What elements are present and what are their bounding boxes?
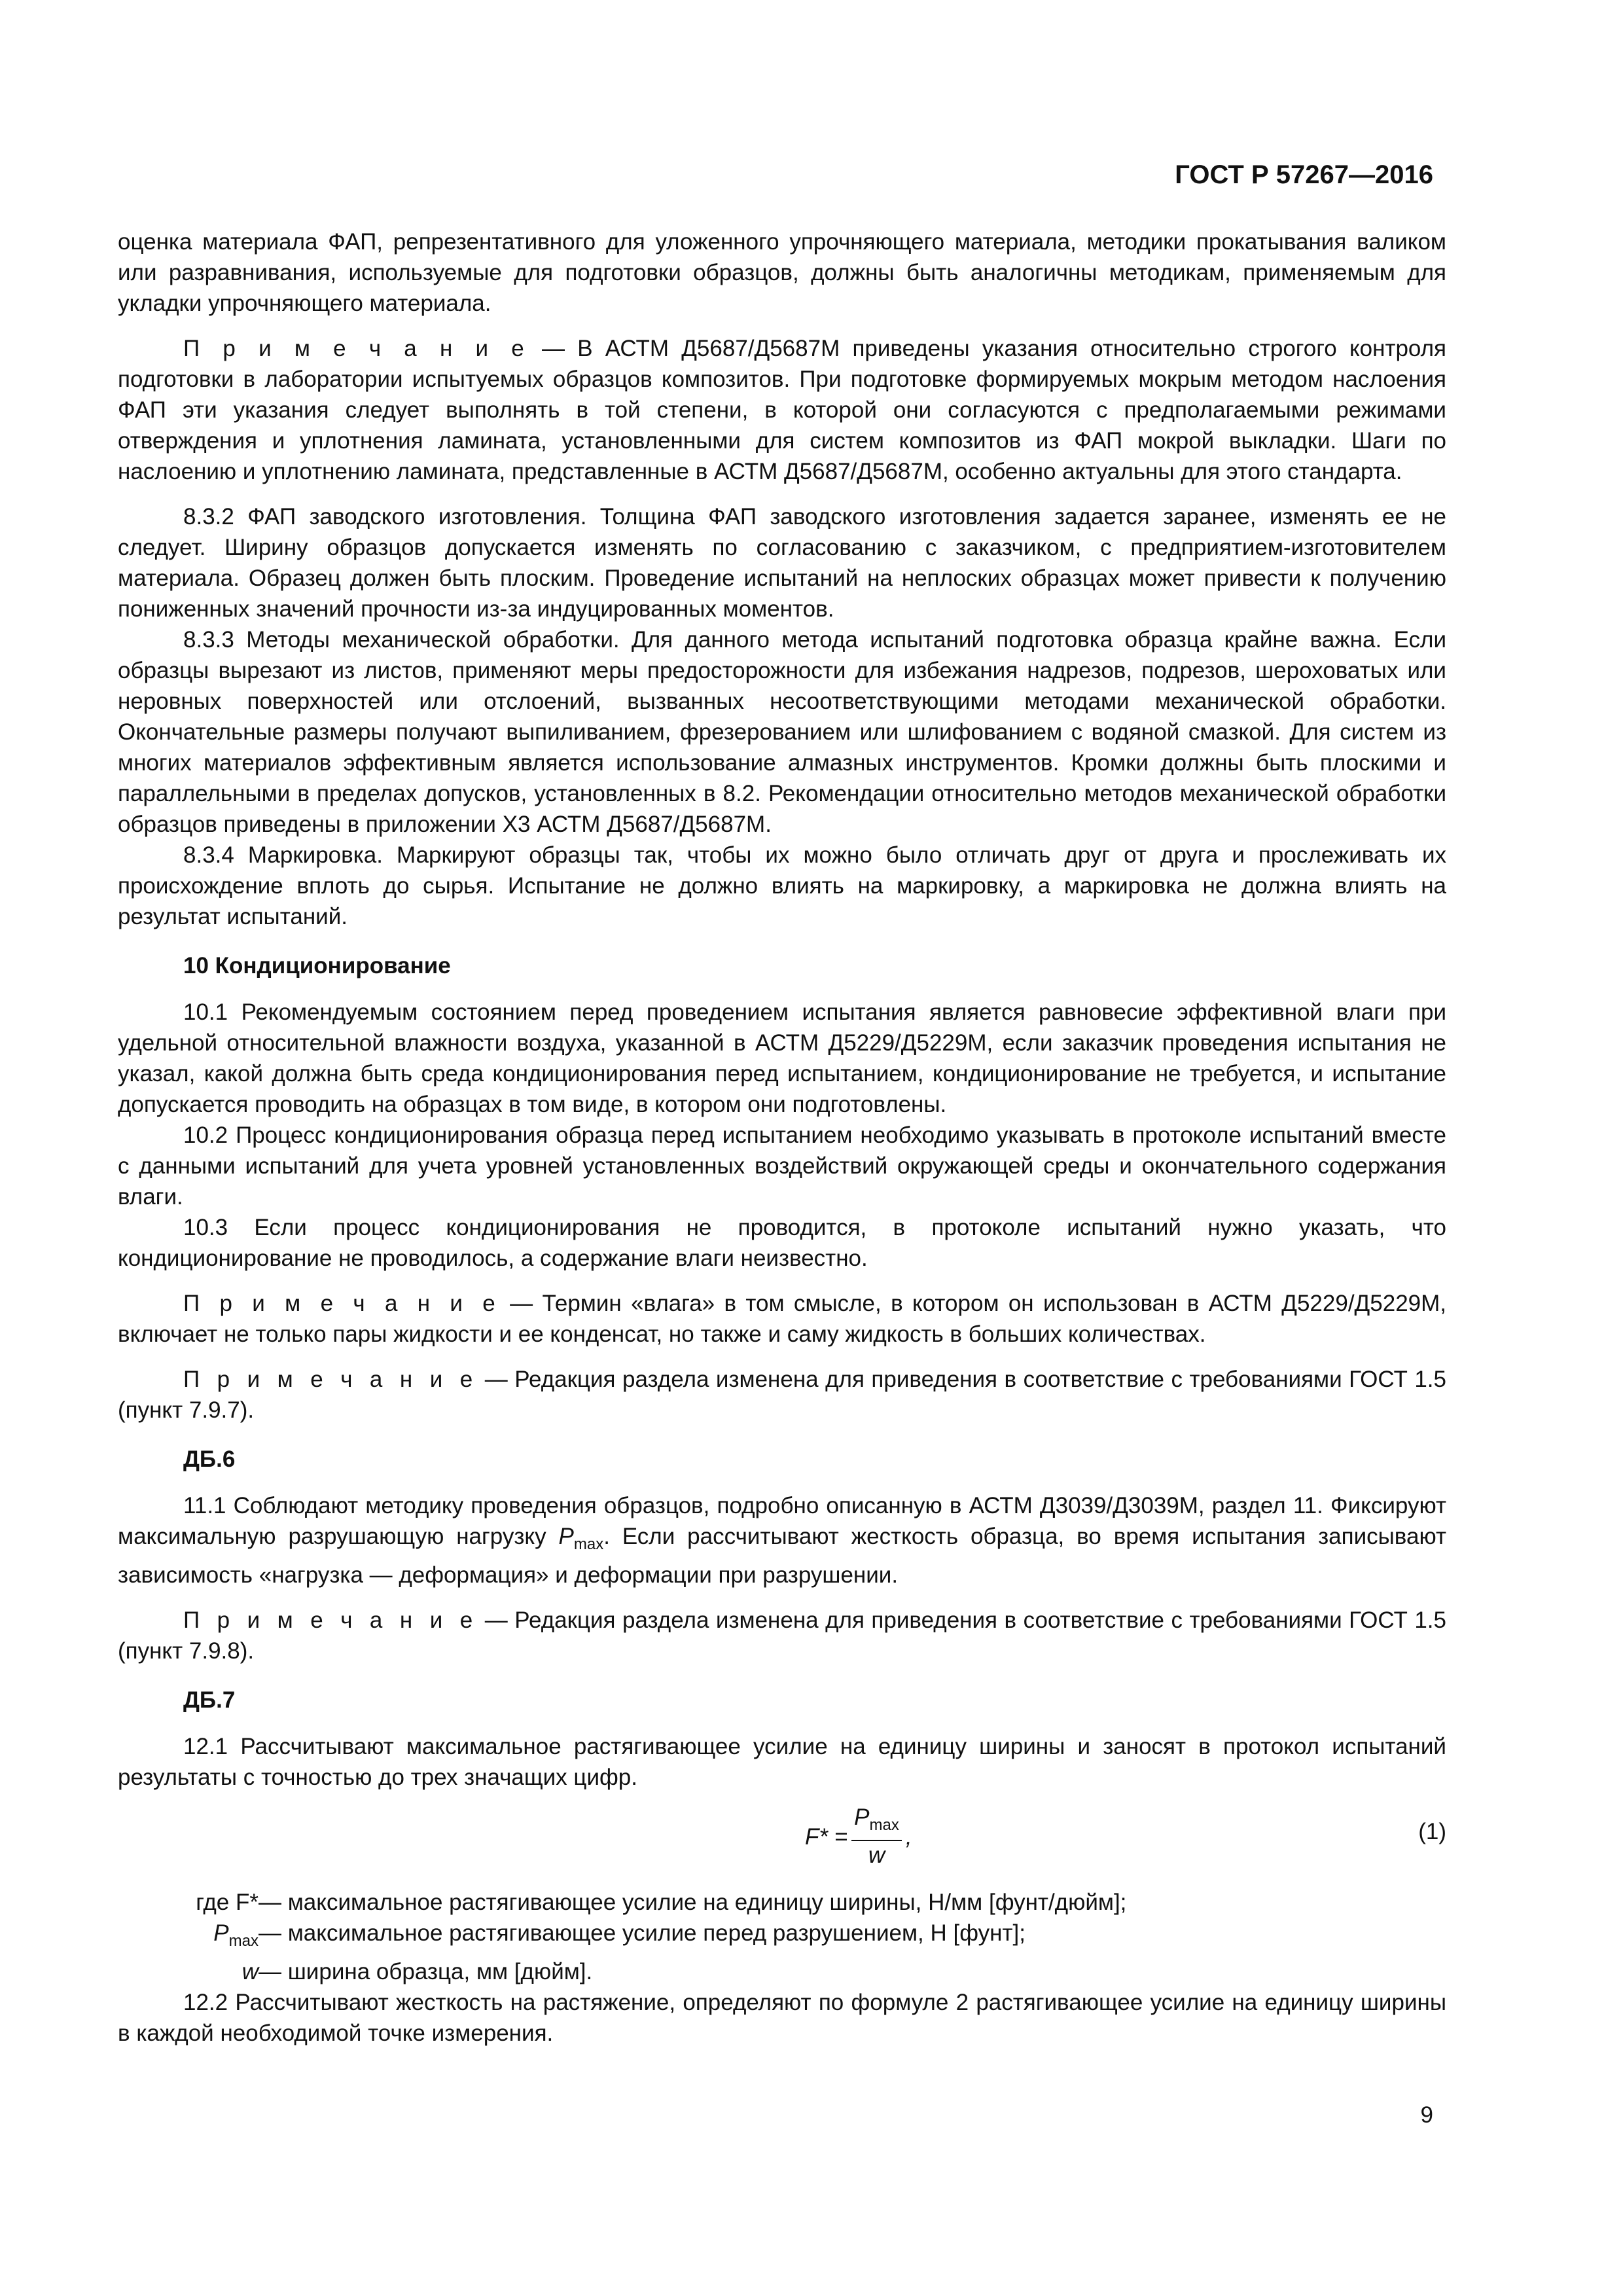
paragraph-continuation: оценка материала ФАП, репрезентативного для уложенного упрочняющего материала, методики прокатывания валиком или разравнивания, используемые для подготовки образцов, должны быть аналогичны методикам, применяемым для укладки упрочняющего материала. (118, 229, 1446, 316)
standard-header: ГОСТ Р 57267—2016 (1175, 160, 1433, 189)
note-paragraph (118, 333, 1446, 487)
formula-definitions (118, 1887, 1446, 1987)
clause-8-3-3: 8.3.3 Методы механической обработки. Для данного метода испытаний подготовка образца крайне важна. Если образцы вырезают из листов, применяют меры предосторожности для избежания надрезов, подрезов, шероховатых или неровных поверхностей или отслоений, вызванных несоответствующими методами механической обработки. Окончательные размеры получают выпиливанием, фрезерованием или шлифованием с водяной смазкой. Для систем из многих материалов эффективным является использование алмазных инструментов. Кромки должны быть плоскими и параллельными в пределах допусков, установленных в 8.2. Рекомендации относительно методов механической обработки образцов приведены в приложении Х3 АСТМ Д5687/Д5687М. (118, 627, 1446, 837)
note-paragraph (118, 1364, 1446, 1426)
note-label: П р и м е ч а н и е (183, 336, 529, 361)
section-heading-db7: ДБ.7 (183, 1687, 236, 1713)
formula-lhs: F* = (805, 1823, 848, 1850)
note-label: П р и м е ч а н и е (183, 1367, 478, 1392)
note-label: П р и м е ч а н и е (183, 1607, 478, 1633)
note-paragraph (118, 1605, 1446, 1666)
definition-symbol: w (241, 1959, 259, 1984)
clause-12-2: 12.2 Рассчитывают жесткость на растяжение, определяют по формуле 2 растягивающее усилие на единицу ширины в каждой необходимой точке измерения. (118, 1990, 1446, 2046)
section-heading-10: 10 Кондиционирование (183, 953, 451, 978)
definition-symbol: где F* (196, 1890, 259, 1915)
document-body (118, 226, 1446, 2049)
note-text: — Термин «влага» в том смысле, в котором он использован в АСТМ Д5229/Д5229М, включает не только пары жидкости и ее конденсат, но также и саму жидкость в больших количествах. (118, 1291, 1446, 1347)
note-text: — Редакция раздела изменена для приведения в соответствие с требованиями ГОСТ 1.5 (пункт 7.9.7). (118, 1367, 1446, 1423)
formula-number: (1) (1418, 1819, 1446, 1844)
formula-expression (805, 1803, 912, 1870)
subscript-max: max (573, 1535, 604, 1553)
definition-symbol: $P_{max}$ (213, 1920, 259, 1950)
note-paragraph (118, 1288, 1446, 1350)
note-text: — Редакция раздела изменена для приведения в соответствие с требованиями ГОСТ 1.5 (пункт 7.9.8). (118, 1607, 1446, 1664)
definition-row (118, 1956, 1446, 1987)
formula-1 (118, 1798, 1446, 1883)
definition-row (118, 1887, 1446, 1918)
definition-text: — максимальное растягивающее усилие перед разрушением, Н [фунт]; (259, 1920, 1026, 1946)
formula-tail: , (905, 1823, 912, 1850)
page-number: 9 (1420, 2102, 1433, 2128)
symbol-p: P (558, 1524, 574, 1549)
formula-fraction (851, 1803, 902, 1870)
definition-text: — максимальное растягивающее усилие на единицу ширины, Н/мм [фунт/дюйм]; (259, 1890, 1127, 1915)
clause-10-3: 10.3 Если процесс кондиционирования не проводится, в протоколе испытаний нужно указать, что кондиционирование не проводилось, а содержание влаги неизвестно. (118, 1215, 1446, 1271)
clause-11-1: 11.1 Соблюдают методику проведения образцов, подробно описанную в АСТМ Д3039/Д3039М, раздел 11. Фиксируют максимальную разрушающую нагрузку $P_{max}$. Если рассчитывают жесткость образца, во время испытания записывают зависимость «нагрузка — деформация» и деформации при разрушении. (118, 1493, 1446, 1588)
clause-8-3-4: 8.3.4 Маркировка. Маркируют образцы так, чтобы их можно было отличать друг от друга и прослеживать их происхождение вплоть до сырья. Испытание не должно влиять на маркировку, а маркировка не должна влиять на результат испытаний. (118, 842, 1446, 929)
definition-text: — ширина образца, мм [дюйм]. (259, 1959, 593, 1984)
section-heading-db6: ДБ.6 (183, 1446, 236, 1472)
clause-12-1: 12.1 Рассчитывают максимальное растягивающее усилие на единицу ширины и заносят в протокол испытаний результаты с точностью до трех значащих цифр. (118, 1734, 1446, 1790)
note-text: — В АСТМ Д5687/Д5687М приведены указания относительно строгого контроля подготовки в лаборатории испытуемых образцов композитов. При подготовке формируемых мокрым методом наслоения ФАП эти указания следует выполнять в той степени, в которой они согласуются с предполагаемыми режимами отверждения и уплотнения ламината, установленными для систем композитов из ФАП мокрой выкладки. Шаги по наслоению и уплотнению ламината, представленные в АСТМ Д5687/Д5687М, особенно актуальны для этого стандарта. (118, 336, 1447, 484)
clause-10-2: 10.2 Процесс кондиционирования образца перед испытанием необходимо указывать в протоколе испытаний вместе с данными испытаний для учета уровней установленных воздействий окружающей среды и окончательного содержания влаги. (118, 1122, 1446, 1210)
clause-10-1: 10.1 Рекомендуемым состоянием перед проведением испытания является равновесие эффективной влаги при удельной относительной влажности воздуха, указанной в АСТМ Д5229/Д5229М, если заказчик проведения испытания не указал, какой должна быть среда кондиционирования перед испытанием, кондиционирование не требуется, и испытание допускается проводить на образцах в том виде, в котором они подготовлены. (118, 999, 1446, 1117)
formula-numerator: $P_{max}$ (851, 1803, 902, 1841)
formula-denominator: w (868, 1842, 885, 1868)
definition-row (118, 1918, 1446, 1956)
clause-8-3-2: 8.3.2 ФАП заводского изготовления. Толщина ФАП заводского изготовления задается заранее, изменять ее не следует. Ширину образцов допускается изменять по согласованию с заказчиком, с предприятием-изготовителем материала. Образец должен быть плоским. Проведение испытаний на неплоских образцах может привести к получению пониженных значений прочности из-за индуцированных моментов. (118, 504, 1446, 622)
note-label: П р и м е ч а н и е (183, 1291, 501, 1316)
